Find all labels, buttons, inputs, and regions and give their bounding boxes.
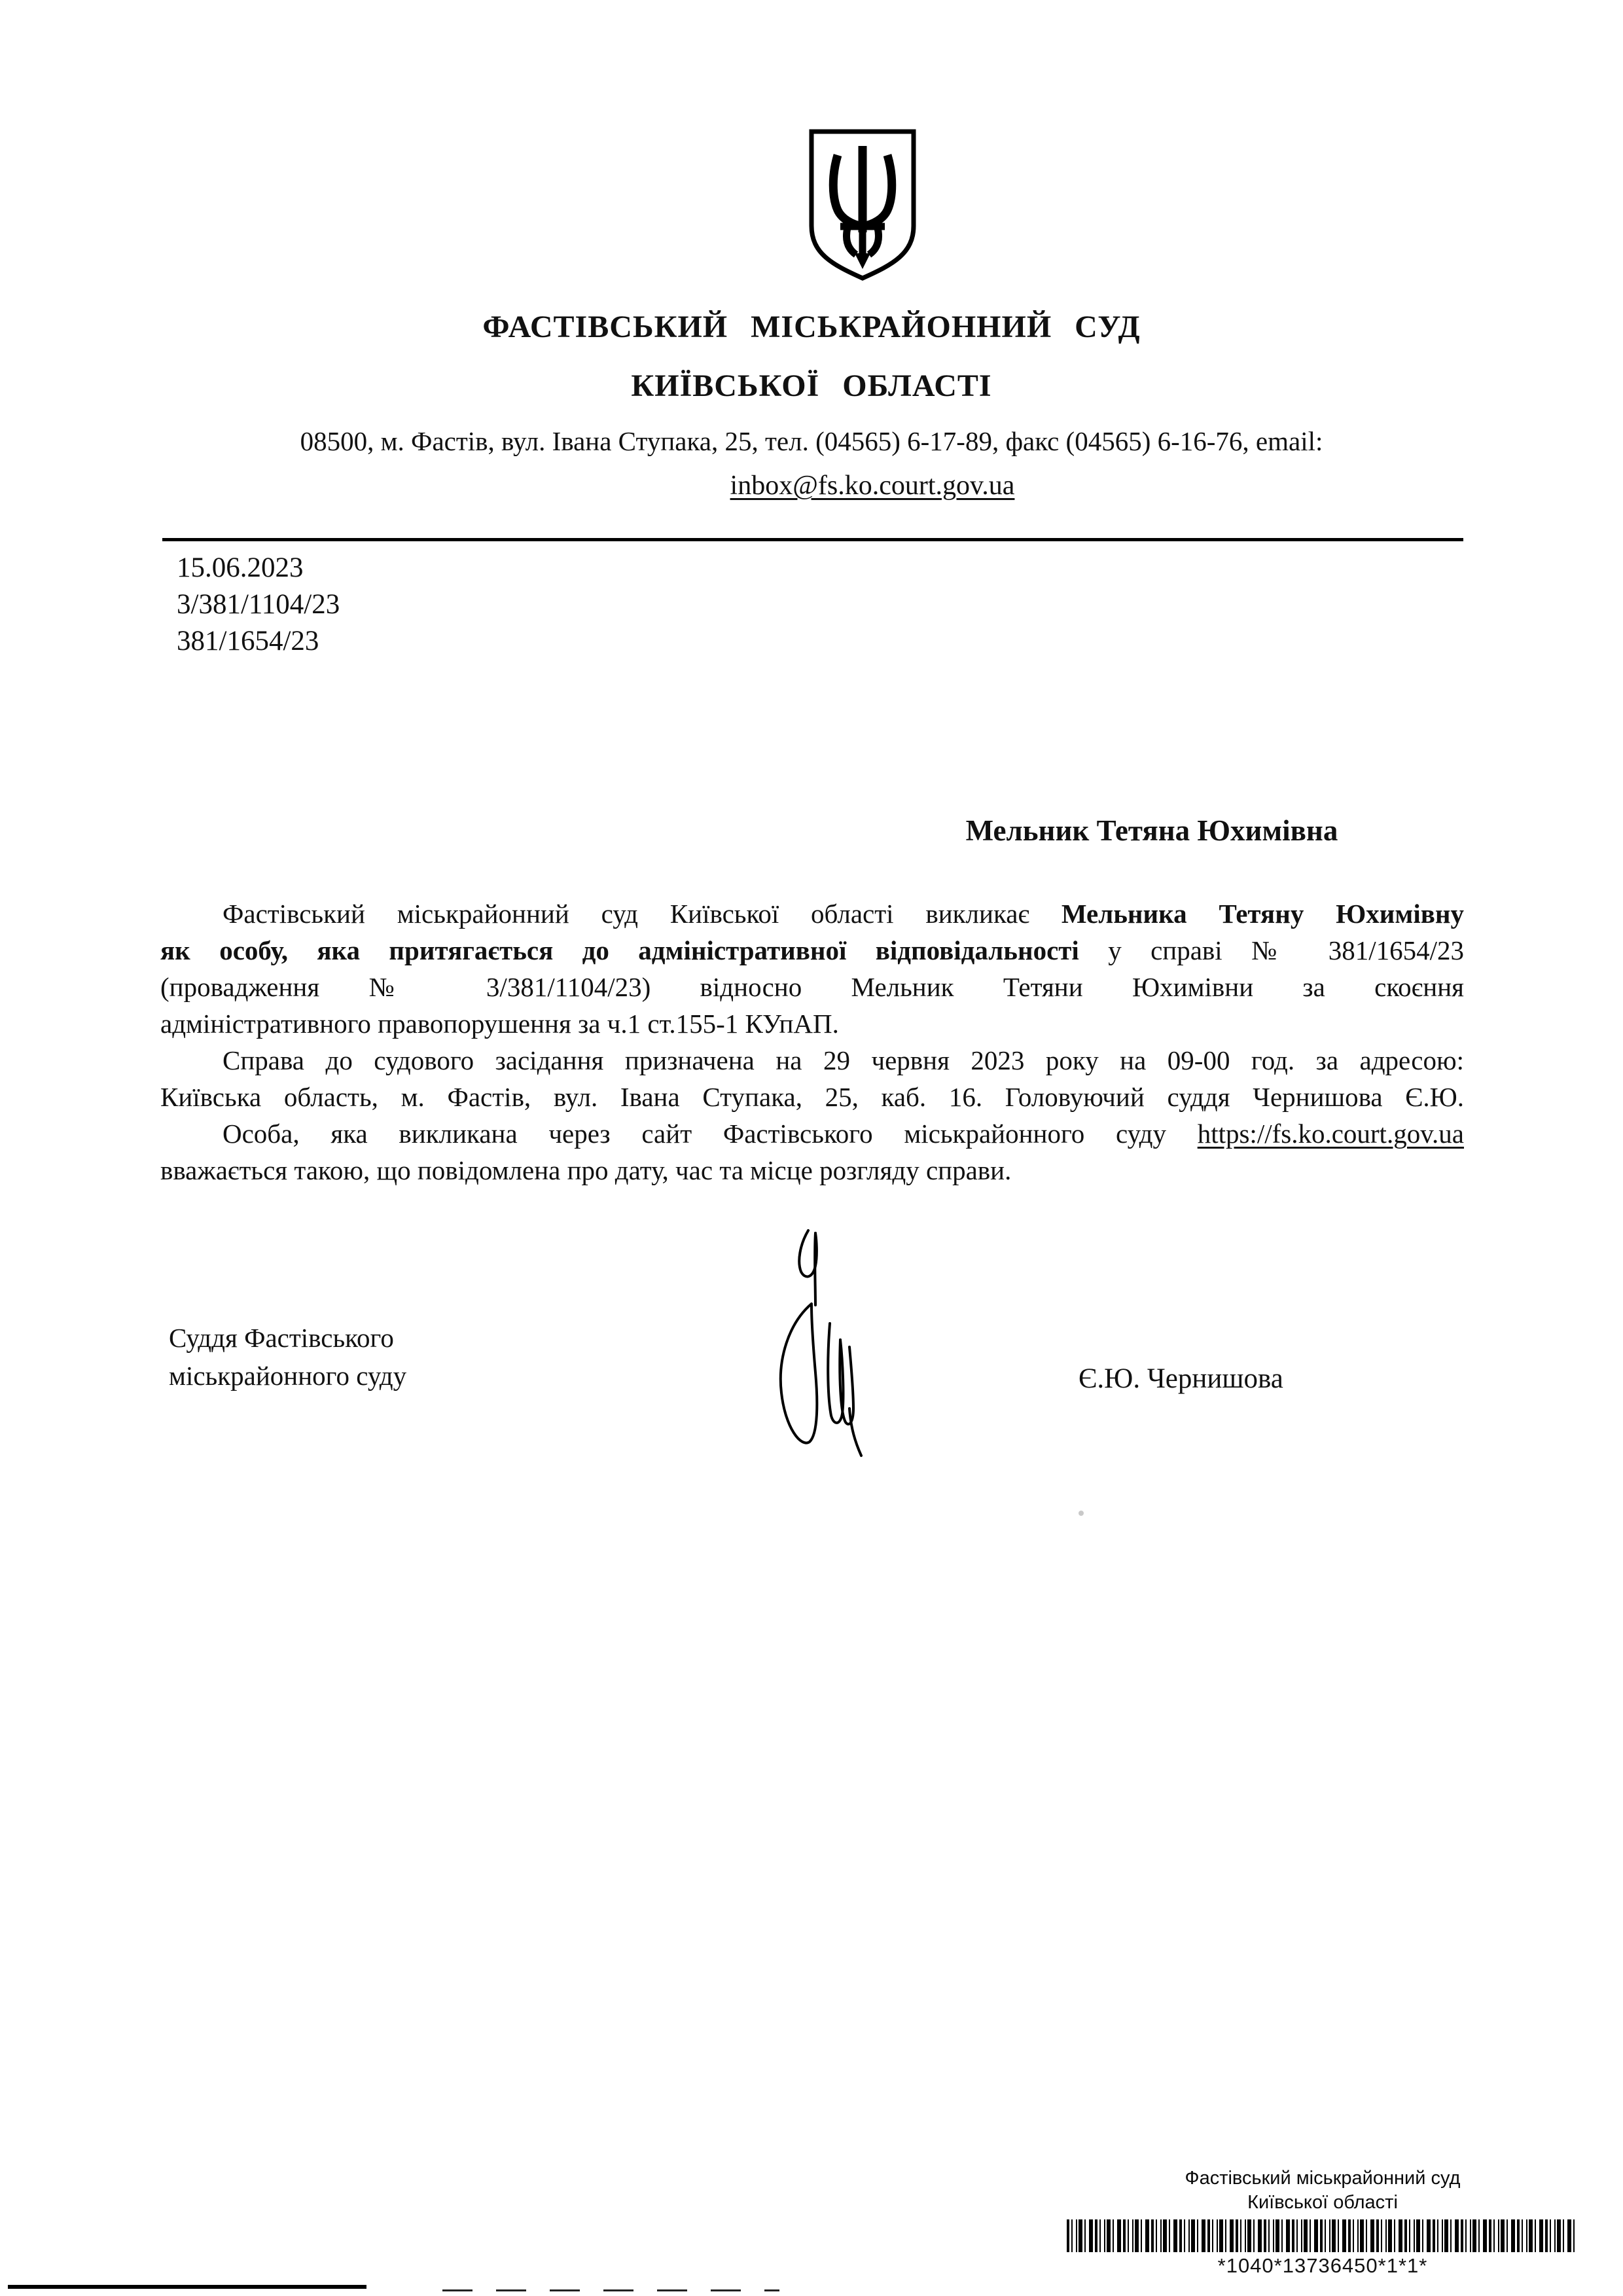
judge-name: Є.Ю. Чернишова — [1079, 1363, 1283, 1394]
footer-court-line2: Київської області — [1247, 2192, 1398, 2213]
header-divider — [162, 538, 1463, 541]
body-line-3: (провадження № 3/381/1104/23) відносно Мельник Тетяни Юхимівни за скоєння — [160, 972, 1464, 1002]
status-bold-text: як особу, яка притягається до адміністративної відповідальності — [160, 935, 1079, 965]
body-text: у справі № 381/1654/23 — [1079, 935, 1464, 965]
body-text: Фастівський міськрайонний суд Київської області викликає — [223, 899, 1061, 929]
court-name-line2: КИЇВСЬКОЇ ОБЛАСТІ — [631, 368, 992, 403]
body-line-4: адміністративного правопорушення за ч.1 ст.155-1 КУпАП. — [160, 1009, 839, 1039]
court-email-link[interactable]: inbox@fs.ko.court.gov.ua — [730, 471, 1015, 501]
scan-edge-artifact — [8, 2285, 366, 2289]
body-text: Особа, яка викликана через сайт Фастівського міськрайонного суду — [223, 1119, 1198, 1149]
judge-signature-icon — [772, 1225, 887, 1458]
case-number: 381/1654/23 — [177, 626, 319, 656]
body-line-8: вважається такою, що повідомлена про дату, час та місце розгляду справи. — [160, 1155, 1012, 1185]
court-name-line1: ФАСТІВСЬКИЙ МІСЬКРАЙОННИЙ СУД — [482, 310, 1141, 344]
footer-court-line1: Фастівський міськрайонний суд — [1185, 2168, 1461, 2189]
court-address: 08500, м. Фастів, вул. Івана Ступака, 25, тел. (04565) 6-17-89, факс (04565) 6-16-76, email: — [300, 426, 1323, 456]
court-site-link[interactable]: https://fs.ko.court.gov.ua — [1197, 1119, 1464, 1149]
body-line-6: Київська область, м. Фастів, вул. Івана Ступака, 25, каб. 16. Головуючий суддя Чернишова Є.Ю. — [160, 1082, 1464, 1112]
body-line-5: Справа до судового засідання призначена на 29 червня 2023 року на 09-00 год. за адресою: — [223, 1045, 1464, 1075]
letter-body — [160, 895, 1464, 1189]
signer-title — [169, 1319, 406, 1395]
footer-stamp — [1067, 2166, 1578, 2278]
barcode-value: *1040*13736450*1*1* — [1217, 2254, 1428, 2277]
signer-title-line2: міськрайонного суду — [169, 1361, 407, 1391]
scan-edge-artifact-dashes — [442, 2289, 779, 2291]
addressee-bold-text: Мельника Тетяну Юхимівну — [1061, 899, 1465, 929]
body-line-7 — [160, 1115, 1464, 1152]
barcode-icon — [1067, 2219, 1575, 2252]
letter-date: 15.06.2023 — [177, 552, 304, 583]
ukraine-trident-emblem-icon — [806, 128, 919, 282]
body-line-1 — [160, 895, 1464, 932]
scan-speck — [1079, 1511, 1084, 1516]
proceeding-number: 3/381/1104/23 — [177, 589, 340, 620]
addressee-name: Мельник Тетяна Юхимівна — [965, 814, 1338, 847]
body-line-2 — [160, 932, 1464, 969]
court-email-line — [0, 470, 1623, 501]
signer-title-line1: Суддя Фастівського — [169, 1323, 394, 1353]
